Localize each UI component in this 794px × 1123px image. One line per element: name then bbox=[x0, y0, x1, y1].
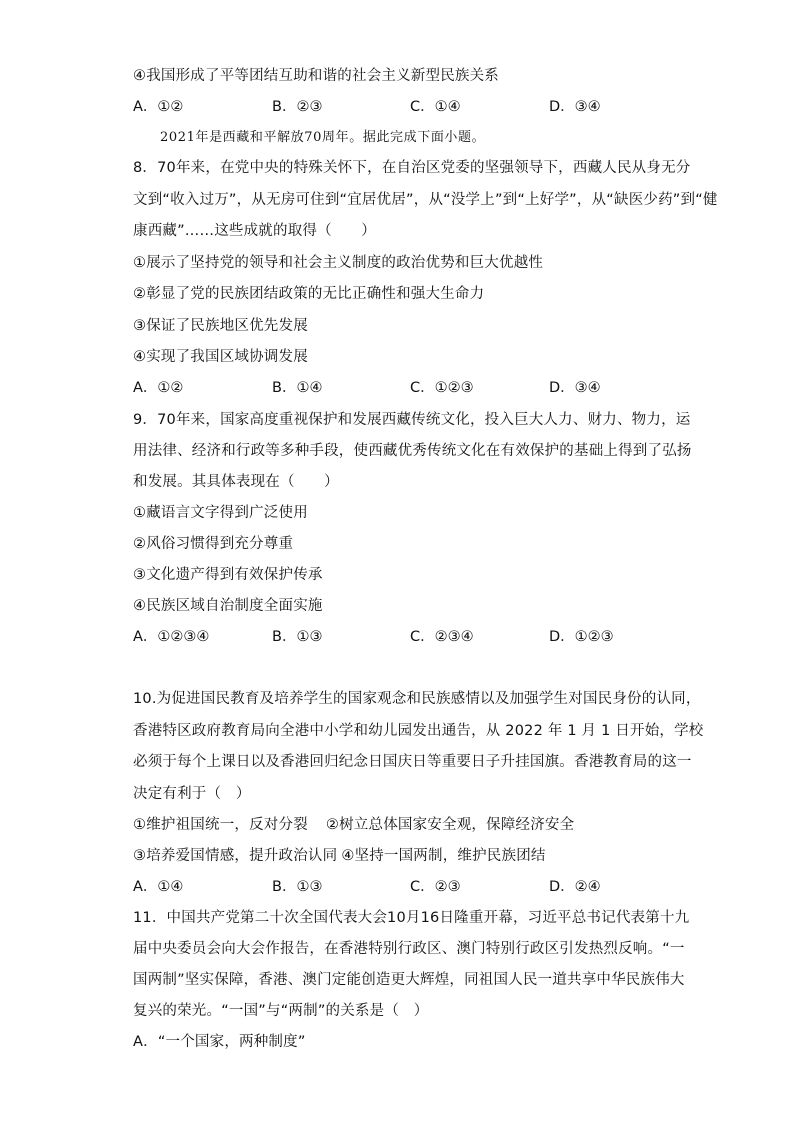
q8-item-2: ②彰显了党的民族团结政策的无比正确性和强大生命力 bbox=[133, 286, 485, 302]
q11-stem-line-3: 国两制”坚实保障，香港、澳门定能创造更大辉煌，同祖国人民一道共享中华民族伟大 bbox=[133, 972, 685, 988]
q8-option-a[interactable]: A．①② bbox=[133, 380, 184, 396]
q10-item-4: ④坚持一国两制，维护民族团结 bbox=[341, 848, 546, 864]
q10-item-3: ③培养爱国情感，提升政治认同 bbox=[133, 848, 338, 864]
top-options bbox=[133, 97, 663, 117]
q8-option-b[interactable]: B．①④ bbox=[272, 380, 323, 396]
q10-items-row-2 bbox=[133, 846, 546, 866]
q9-stem-line-3: 和发展。其具体表现在（ ） bbox=[133, 474, 339, 490]
q9-item-4: ④民族区域自治制度全面实施 bbox=[133, 598, 323, 614]
q8-item-3: ③保证了民族地区优先发展 bbox=[133, 318, 308, 334]
q8-option-d[interactable]: D．③④ bbox=[549, 380, 601, 396]
q10-stem-line-1: 10.为促进国民教育及培养学生的国家观念和民族感情以及加强学生对国民身份的认同， bbox=[133, 691, 701, 707]
top-option-a[interactable]: A．①② bbox=[133, 99, 184, 115]
top-option-d[interactable]: D．③④ bbox=[549, 99, 601, 115]
q8-item-4: ④实现了我国区域协调发展 bbox=[133, 349, 308, 365]
q10-option-c[interactable]: C．②③ bbox=[410, 879, 461, 895]
q11-option-a[interactable]: A．“一个国家，两种制度” bbox=[133, 1034, 306, 1050]
q9-item-2: ②风俗习惯得到充分尊重 bbox=[133, 536, 294, 552]
q8-stem-line-2: 文到“收入过万”，从无房可住到“宜居优居”，从“没学上”到“上好学”，从“缺医少药”到“健 bbox=[133, 192, 718, 208]
q11-stem-line-2: 届中央委员会向大会作报告，在香港特别行政区、澳门特别行政区引发热烈反响。“一 bbox=[133, 941, 685, 957]
q9-item-1: ①藏语言文字得到广泛使用 bbox=[133, 505, 308, 521]
q9-option-a[interactable]: A．①②③④ bbox=[133, 629, 210, 645]
q9-option-d[interactable]: D．①②③ bbox=[549, 629, 614, 645]
q10-item-1: ①维护祖国统一，反对分裂 bbox=[133, 817, 308, 833]
q9-option-b[interactable]: B．①③ bbox=[272, 629, 323, 645]
q9-stem-line-2: 用法律、经济和行政等多种手段，使西藏优秀传统文化在有效保护的基础上得到了弘扬 bbox=[133, 443, 692, 459]
q8-option-c[interactable]: C．①②③ bbox=[410, 380, 474, 396]
q9-stem-line-1: 9．70年来，国家高度重视保护和发展西藏传统文化，投入巨大人力、财力、物力，运 bbox=[133, 412, 691, 428]
q11-stem-line-1: 11．中国共产党第二十次全国代表大会10月16日隆重开幕，习近平总书记代表第十九 bbox=[133, 910, 690, 926]
group-intro: 2021年是西藏和平解放70周年。据此完成下面小题。 bbox=[160, 130, 486, 145]
q8-stem-line-1: 8．70年来，在党中央的特殊关怀下，在自治区党委的坚强领导下，西藏人民从身无分 bbox=[133, 160, 691, 176]
q10-option-b[interactable]: B．①③ bbox=[272, 879, 323, 895]
q9-options bbox=[133, 627, 663, 647]
q8-options bbox=[133, 378, 663, 398]
q10-options bbox=[133, 877, 663, 897]
q11-stem-line-4: 复兴的荣光。“一国”与“两制”的关系是（ ） bbox=[133, 1003, 429, 1019]
q8-stem-line-3: 康西藏”……这些成就的取得（ ） bbox=[133, 223, 376, 239]
q8-item-1: ①展示了坚持党的领导和社会主义制度的政治优势和巨大优越性 bbox=[133, 255, 544, 271]
q10-option-d[interactable]: D．②④ bbox=[549, 879, 601, 895]
top-item-4: ④我国形成了平等团结互助和谐的社会主义新型民族关系 bbox=[133, 68, 499, 84]
q10-option-a[interactable]: A．①④ bbox=[133, 879, 184, 895]
q9-item-3: ③文化遗产得到有效保护传承 bbox=[133, 567, 323, 583]
top-option-c[interactable]: C．①④ bbox=[410, 99, 461, 115]
q10-stem-line-4: 决定有利于（ ） bbox=[133, 786, 251, 802]
q10-stem-line-3: 必须于每个上课日以及香港回归纪念日国庆日等重要日子升挂国旗。香港教育局的这一 bbox=[133, 754, 692, 770]
top-option-b[interactable]: B．②③ bbox=[272, 99, 323, 115]
q10-item-2: ②树立总体国家安全观，保障经济安全 bbox=[325, 817, 575, 833]
q10-items-row-1 bbox=[133, 815, 574, 835]
q10-stem-line-2: 香港特区政府教育局向全港中小学和幼儿园发出通告，从 2022 年 1 月 1 日开始，学校 bbox=[133, 723, 704, 739]
q9-option-c[interactable]: C．②③④ bbox=[410, 629, 474, 645]
